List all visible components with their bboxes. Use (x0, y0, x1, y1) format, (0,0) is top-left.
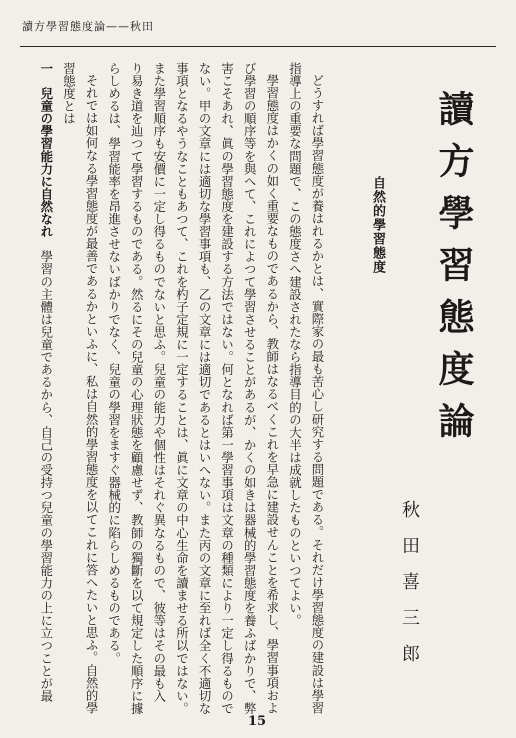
body-line: らしめるは、學習能率を昂進させないばかりでなく、兒童の學習をますぐ器械的に陷らしめるものである。 (106, 62, 122, 665)
body-line: ない。甲の文章には適切な學習事項も、乙の文章には適切であるとはいへない。また丙の文章に至れば全く不適切な (197, 62, 213, 715)
page-number: 15 (248, 714, 267, 729)
section-heading: 一 兒童の學習能力に自然なれ (38, 62, 54, 251)
body-line: 害こそあれ、眞の學習態度を建設する方法ではない。何となれば第一學習事項は文章の種類により一定し得るもので (219, 62, 235, 715)
article-author: 秋田喜三郎 (399, 500, 420, 680)
article-title: 讀方學習態度論 (433, 90, 474, 454)
body-line: り易き道を辿つて學習するものである。然るにその兒童の心理狀態を顧慮せず、教師の獨斷を以て規定した順序に據 (129, 62, 145, 715)
body-line: び學習の順序等を與へて、これによつて學習させることがあるが、かくの如きは器械的學習態度を養ふばかりで、弊 (242, 62, 258, 715)
body-line: 事項となるやうなこともあつて、これを杓子定規に一定することは、眞に文章の中心生命を讀ませる所以ではない。 (174, 62, 190, 715)
header-rule (20, 46, 496, 47)
body-line: 指導上の重要な問題で、この態度さへ建設されたなら指導目的の大半は成就したものといつてよい。 (287, 62, 303, 627)
body-line: 學習態度はかくの如く重要なものであるから、教師はなるべくこれを早急に建設せんことを希求し、學習事項およ (264, 74, 280, 715)
article-subtitle: 自然的學習態度 (370, 176, 385, 274)
body-line: また學習順序も安價に一定し得るものでないと思ふ。兒童の能力や個性はそれぐ異なるもので、彼等はその最も入 (151, 62, 167, 703)
section-text: 學習の主體は兒童であるから、自己の受持つ兒童の學習能力の上に立つことが最 (38, 250, 54, 703)
body-line: 習態度とは (61, 62, 77, 125)
body-line: それでは如何なる學習態度が最善であるかといふに、私は自然的學習態度を以てこれに答へたいと思ふ。自然的學 (84, 74, 100, 715)
body-line: どうすれば學習態度が養はれるかとは、實際家の最も苦心し研究する問題である。それだけ學習態度の建設は學習 (310, 74, 325, 715)
article-body (18, 62, 328, 715)
running-header: 讀方學習態度論——秋田 (22, 20, 154, 33)
section-heading-line (34, 62, 57, 703)
